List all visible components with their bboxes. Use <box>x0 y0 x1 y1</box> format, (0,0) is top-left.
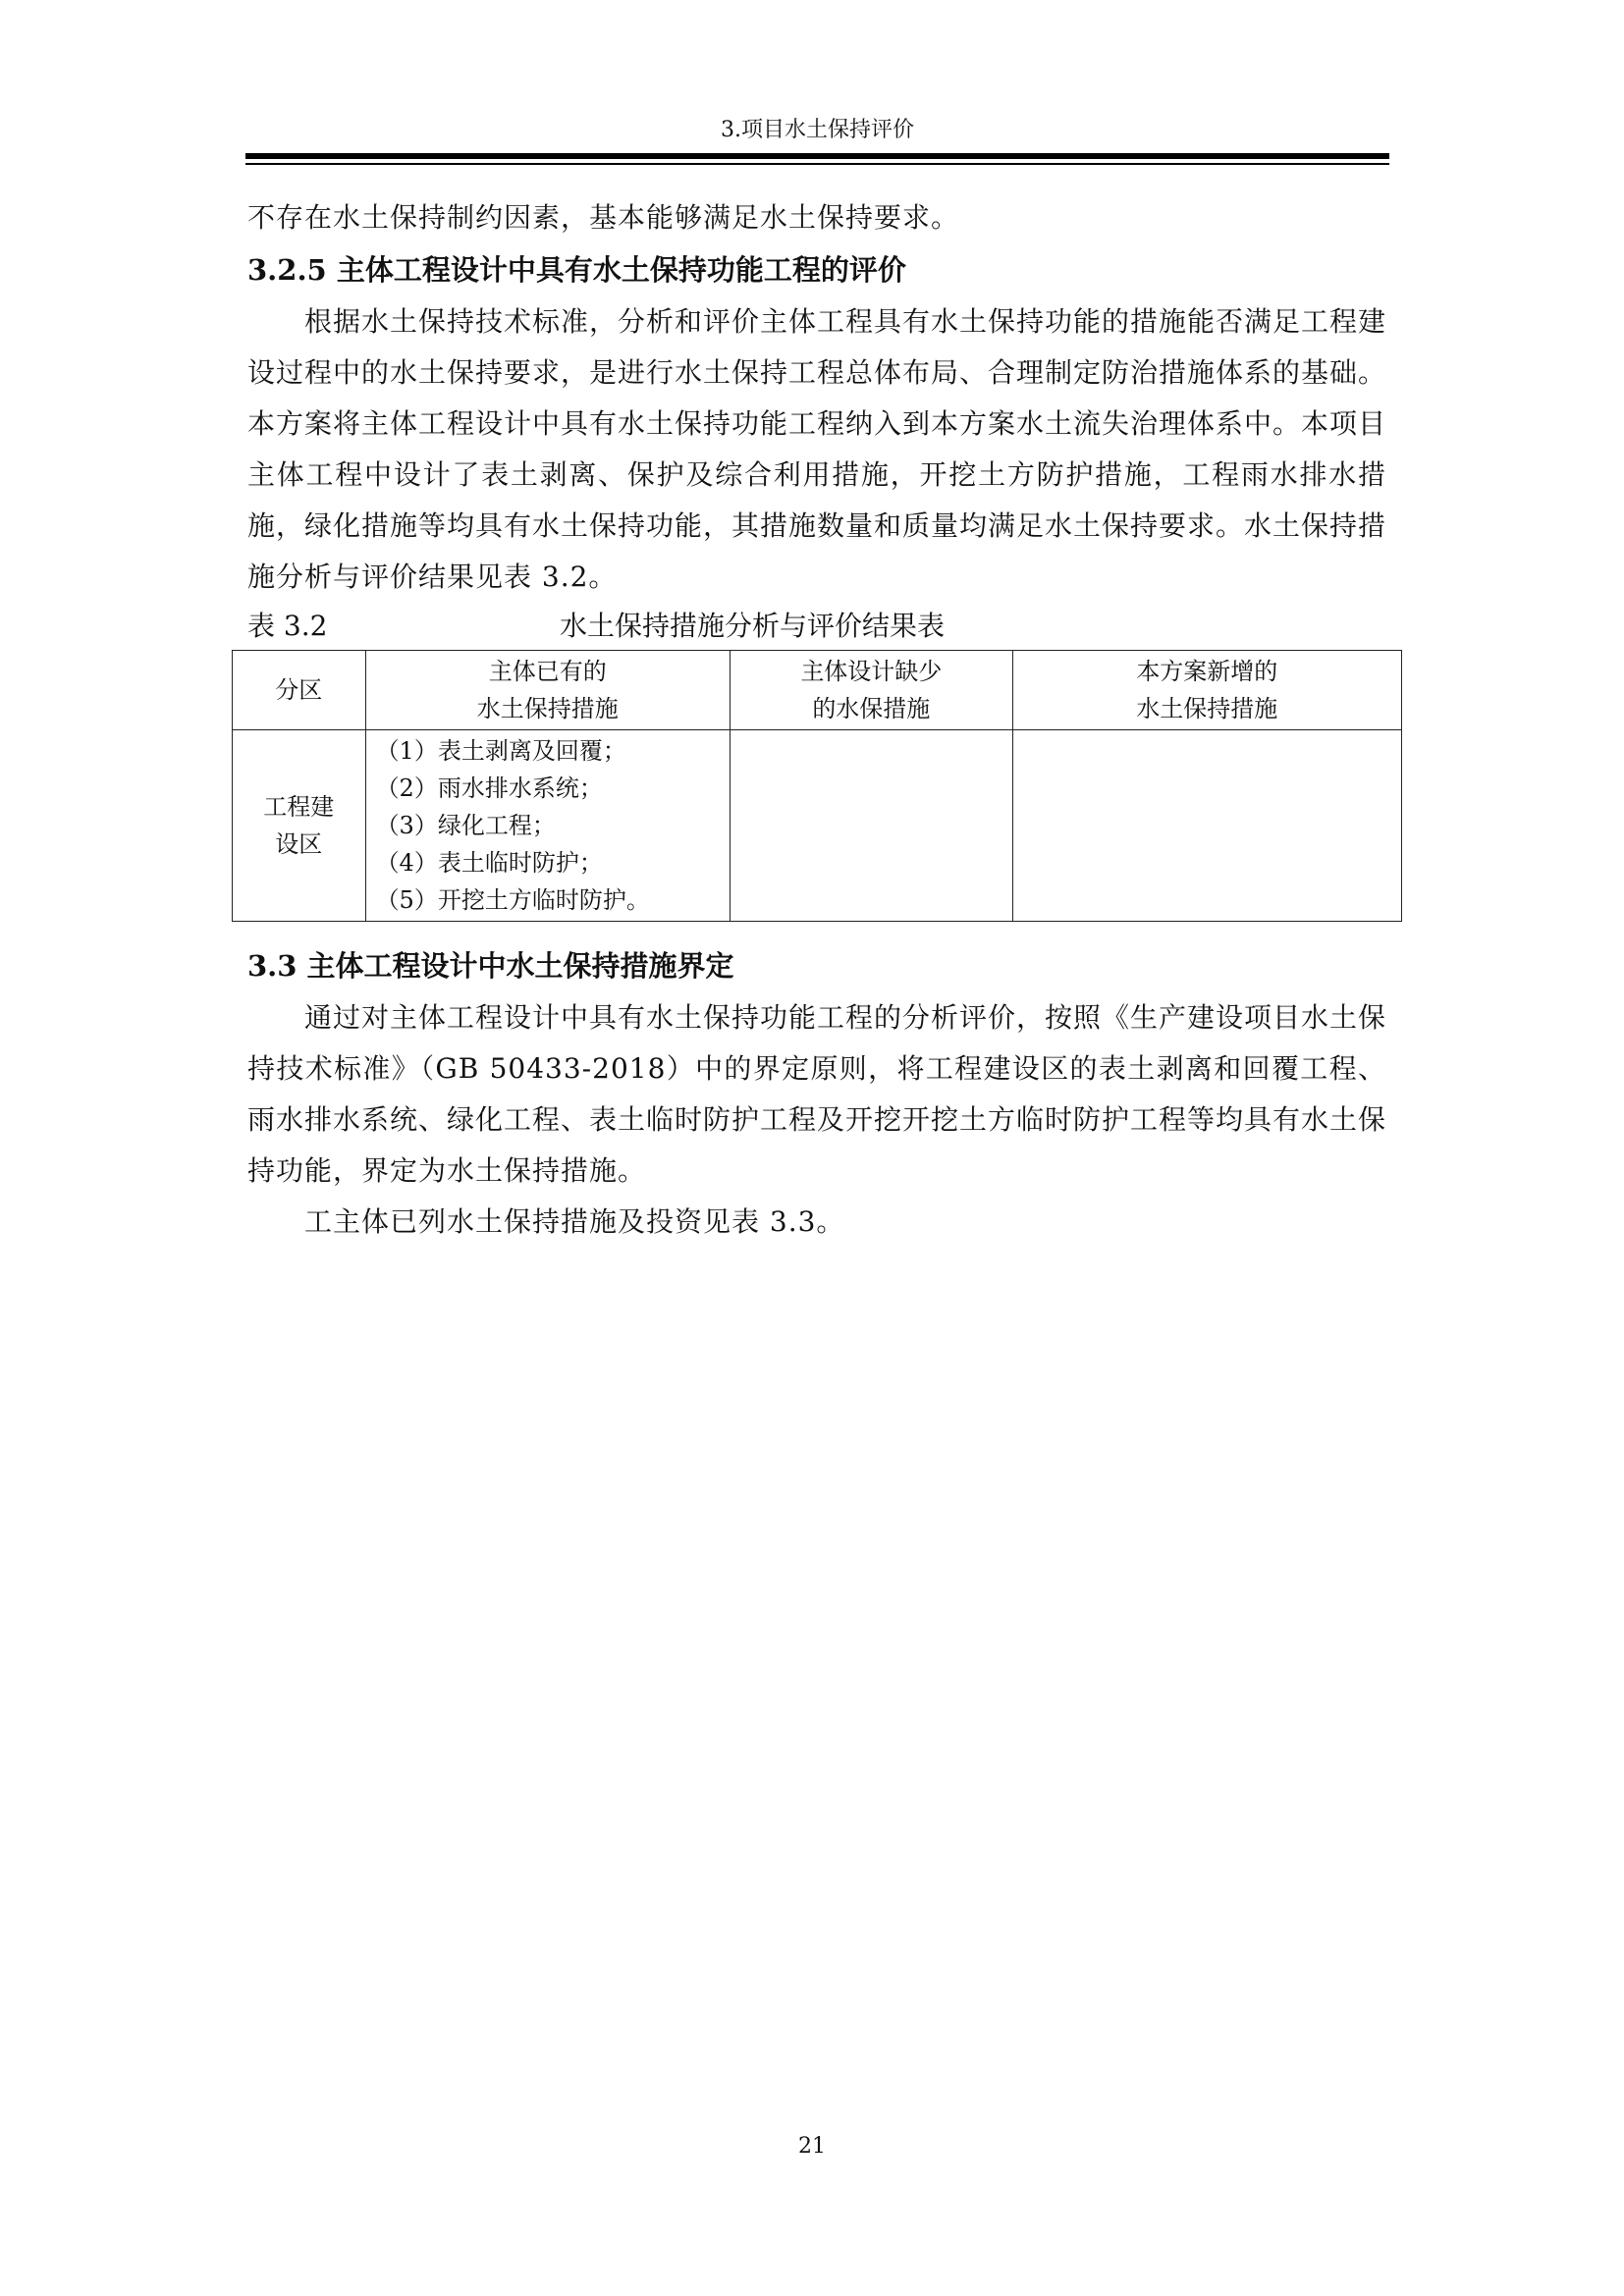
header-zone: 分区 <box>233 651 366 730</box>
missing-measures-cell <box>731 730 1013 922</box>
intro-line: 不存在水土保持制约因素，基本能够满足水土保持要求。 <box>247 201 960 234</box>
section-heading-3-2-5: 3.2.5 主体工程设计中具有水土保持功能工程的评价 <box>247 253 906 287</box>
section-3-2-5-paragraph: 根据水土保持技术标准，分析和评价主体工程具有水土保持功能的措施能否满足工程建设过程中的水土保持要求，是进行水土保持工程总体布局、合理制定防治措施体系的基础。本方案将主体工程设计中具有水土保持功能工程纳入到本方案水土流失治理体系中。本项目主体工程中设计了表土剥离、保护及综合利用措施，开挖土方防护措施，工程雨水排水措施，绿化措施等均具有水土保持功能，其措施数量和质量均满足水土保持要求。水土保持措施分析与评价结果见表 3.2。 <box>247 305 1387 593</box>
new-measures-cell <box>1012 730 1401 922</box>
measures-table <box>232 650 1402 922</box>
measure-item: （1）表土剥离及回覆； <box>375 737 626 765</box>
zone-cell <box>233 730 366 922</box>
header-existing-line2: 水土保持措施 <box>476 695 619 722</box>
measure-item: （4）表土临时防护； <box>375 849 603 877</box>
table-row <box>233 730 1402 922</box>
header-missing-measures <box>731 651 1013 730</box>
measure-item: （3）绿化工程； <box>375 812 556 839</box>
table-number: 表 3.2 <box>247 610 328 642</box>
header-existing-line1: 主体已有的 <box>488 658 607 685</box>
header-missing-line2: 的水保措施 <box>812 695 931 722</box>
page-content <box>247 192 1386 1248</box>
table-title: 水土保持措施分析与评价结果表 <box>560 610 946 642</box>
measure-item: （5）开挖土方临时防护。 <box>375 886 650 914</box>
header-new-line2: 水土保持措施 <box>1136 695 1278 722</box>
existing-measures-cell <box>365 730 730 922</box>
table-header-row <box>233 651 1402 730</box>
table-caption <box>247 603 1386 650</box>
header-missing-line1: 主体设计缺少 <box>800 658 943 685</box>
measure-item: （2）雨水排水系统； <box>375 774 603 802</box>
header-existing-measures <box>365 651 730 730</box>
spacer <box>247 922 1386 939</box>
header-new-measures <box>1012 651 1401 730</box>
running-header: 3.项目水土保持评价 <box>721 118 914 142</box>
header-rule-thin <box>245 163 1389 165</box>
section-heading-3-3: 3.3 主体工程设计中水土保持措施界定 <box>247 949 734 983</box>
section-3-3-paragraph-1: 通过对主体工程设计中具有水土保持功能工程的分析评价，按照《生产建设项目水土保持技术标准》（GB 50433-2018）中的界定原则，将工程建设区的表土剥离和回覆工程、雨水排水系统、绿化工程、表土临时防护工程及开挖开挖土方临时防护工程等均具有水土保持功能，界定为水土保持措施。 <box>247 1001 1387 1187</box>
header-new-line1: 本方案新增的 <box>1136 658 1278 685</box>
zone-line2: 设区 <box>275 830 323 858</box>
zone-line1: 工程建 <box>263 793 335 821</box>
header-rule-thick <box>245 153 1389 159</box>
section-3-3-paragraph-2: 工主体已列水土保持措施及投资见表 3.3。 <box>304 1205 845 1238</box>
page-number: 21 <box>798 2134 826 2159</box>
